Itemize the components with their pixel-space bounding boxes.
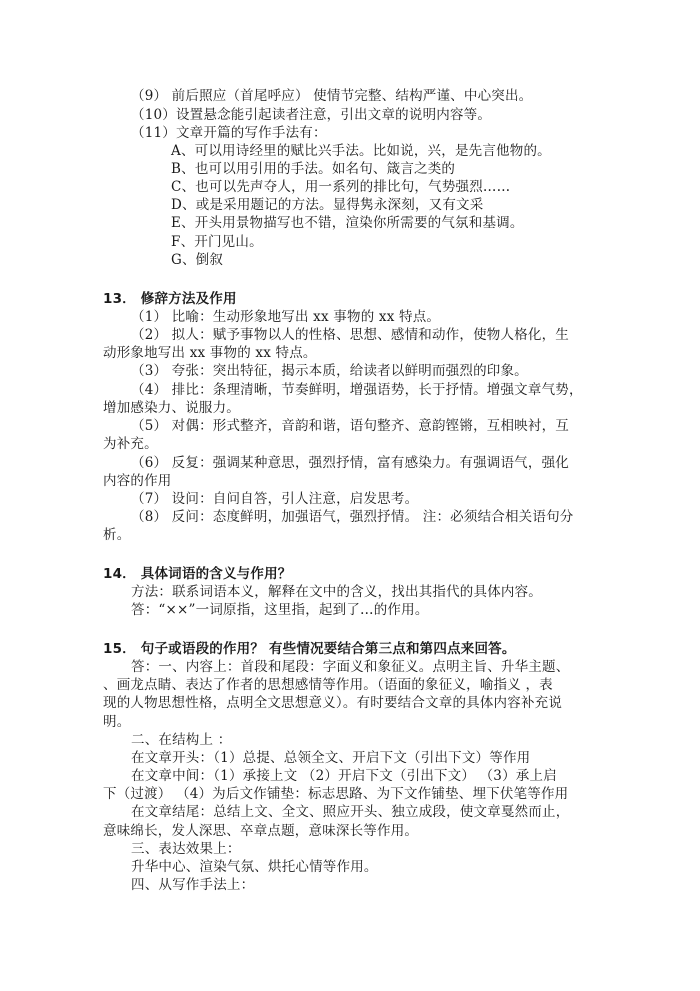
- opening-method-b: B、也可以用引用的手法。如名句、箴言之类的: [171, 161, 456, 177]
- effect-content: 升华中心、渲染气氛、烘托心情等作用。: [131, 859, 378, 875]
- rhetoric-6: （6） 反复：强调某种意思，强烈抒情，富有感染力。有强调语气，强化: [131, 455, 569, 471]
- section-15-content-2: 、画龙点睛、表达了作者的思想感情等作用。（语面的象征义，喻指义 ，表: [103, 677, 553, 693]
- rhetoric-8: （8） 反问：态度鲜明，加强语气，强烈抒情。 注：必须结合相关语句分: [131, 509, 574, 525]
- effect-heading: 三、表达效果上：: [131, 841, 241, 857]
- rhetoric-2-cont: 动形象地写出 xx 事物的 xx 特点。: [103, 345, 317, 361]
- rhetoric-7: （7） 设问：自问自答，引人注意，启发思考。: [131, 491, 419, 507]
- rhetoric-2: （2） 拟人：赋予事物以人的性格、思想、感情和动作，使物人格化，生: [131, 327, 569, 343]
- section-14-method: 方法：联系词语本义，解释在文中的含义，找出其指代的具体内容。: [131, 584, 542, 600]
- rhetoric-5: （5） 对偶：形式整齐，音韵和谐，语句整齐、意韵铿锵，互相映衬，互: [131, 418, 569, 434]
- structure-heading: 二、在结构上 ：: [131, 732, 232, 748]
- section-15-content-1: 答：一、内容上：首段和尾段：字面义和象征义。点明主旨、升华主题、: [131, 659, 570, 675]
- rhetoric-6-cont: 内容的作用: [103, 473, 172, 489]
- rhetoric-1: （1） 比喻：生动形象地写出 xx 事物的 xx 特点。: [131, 309, 441, 325]
- structure-middle-cont: 下（过渡） （4）为后文作铺垫：标志思路、为下文作铺垫、埋下伏笔等作用: [103, 786, 569, 802]
- technique-heading: 四、从写作手法上：: [131, 877, 255, 893]
- opening-method-g: G、倒叙: [171, 252, 224, 268]
- section-15-content-3: 现的人物思想性格，点明全文思想意义）。有时要结合文章的具体内容补充说: [103, 695, 563, 711]
- item-10: （10）设置悬念能引起读者注意，引出文章的说明内容等。: [131, 107, 492, 123]
- rhetoric-4-cont: 增加感染力、说服力。: [103, 400, 240, 416]
- structure-beginning: 在文章开头：（1）总提、总领全文、开启下文（引出下文）等作用: [131, 750, 531, 766]
- section-14-answer: 答：“××”一词原指，这里指，起到了…的作用。: [131, 602, 429, 618]
- rhetoric-8-cont: 析。: [103, 527, 131, 543]
- opening-method-e: E、开头用景物描写也不错，渲染你所需要的气氛和基调。: [171, 215, 524, 231]
- opening-method-f: F、开门见山。: [171, 234, 263, 250]
- structure-ending: 在文章结尾：总结上文、全文、照应开头、独立成段，使文章戛然而止，: [131, 804, 570, 820]
- rhetoric-3: （3） 夸张：突出特征，揭示本质，给读者以鲜明而强烈的印象。: [131, 363, 528, 379]
- item-9: （9） 前后照应（首尾呼应） 使情节完整、结构严谨、中心突出。: [131, 88, 533, 104]
- structure-middle: 在文章中间：（1）承接上文 （2）开启下文（引出下文） （3）承上启: [131, 768, 557, 784]
- section-14-heading: 14． 具体词语的含义与作用？: [103, 566, 292, 582]
- rhetoric-5-cont: 为补充。: [103, 436, 158, 452]
- opening-method-d: D、或是采用题记的方法。显得隽永深刻，又有文采: [171, 197, 484, 213]
- structure-ending-cont: 意味绵长，发人深思、卒章点题，意味深长等作用。: [103, 823, 419, 839]
- rhetoric-4: （4） 排比：条理清晰，节奏鲜明，增强语势，长于抒情。增强文章气势，: [131, 382, 583, 398]
- section-15-content-4: 明。: [103, 714, 131, 730]
- section-15-heading: 15． 句子或语段的作用？ 有些情况要结合第三点和第四点来回答。: [103, 641, 516, 657]
- item-11: （11）文章开篇的写作手法有：: [131, 125, 327, 141]
- opening-method-c: C、也可以先声夺人，用一系列的排比句，气势强烈……: [171, 179, 511, 195]
- section-13-heading: 13． 修辞方法及作用: [103, 291, 237, 307]
- opening-method-a: A、可以用诗经里的赋比兴手法。比如说，兴，是先言他物的。: [171, 143, 551, 159]
